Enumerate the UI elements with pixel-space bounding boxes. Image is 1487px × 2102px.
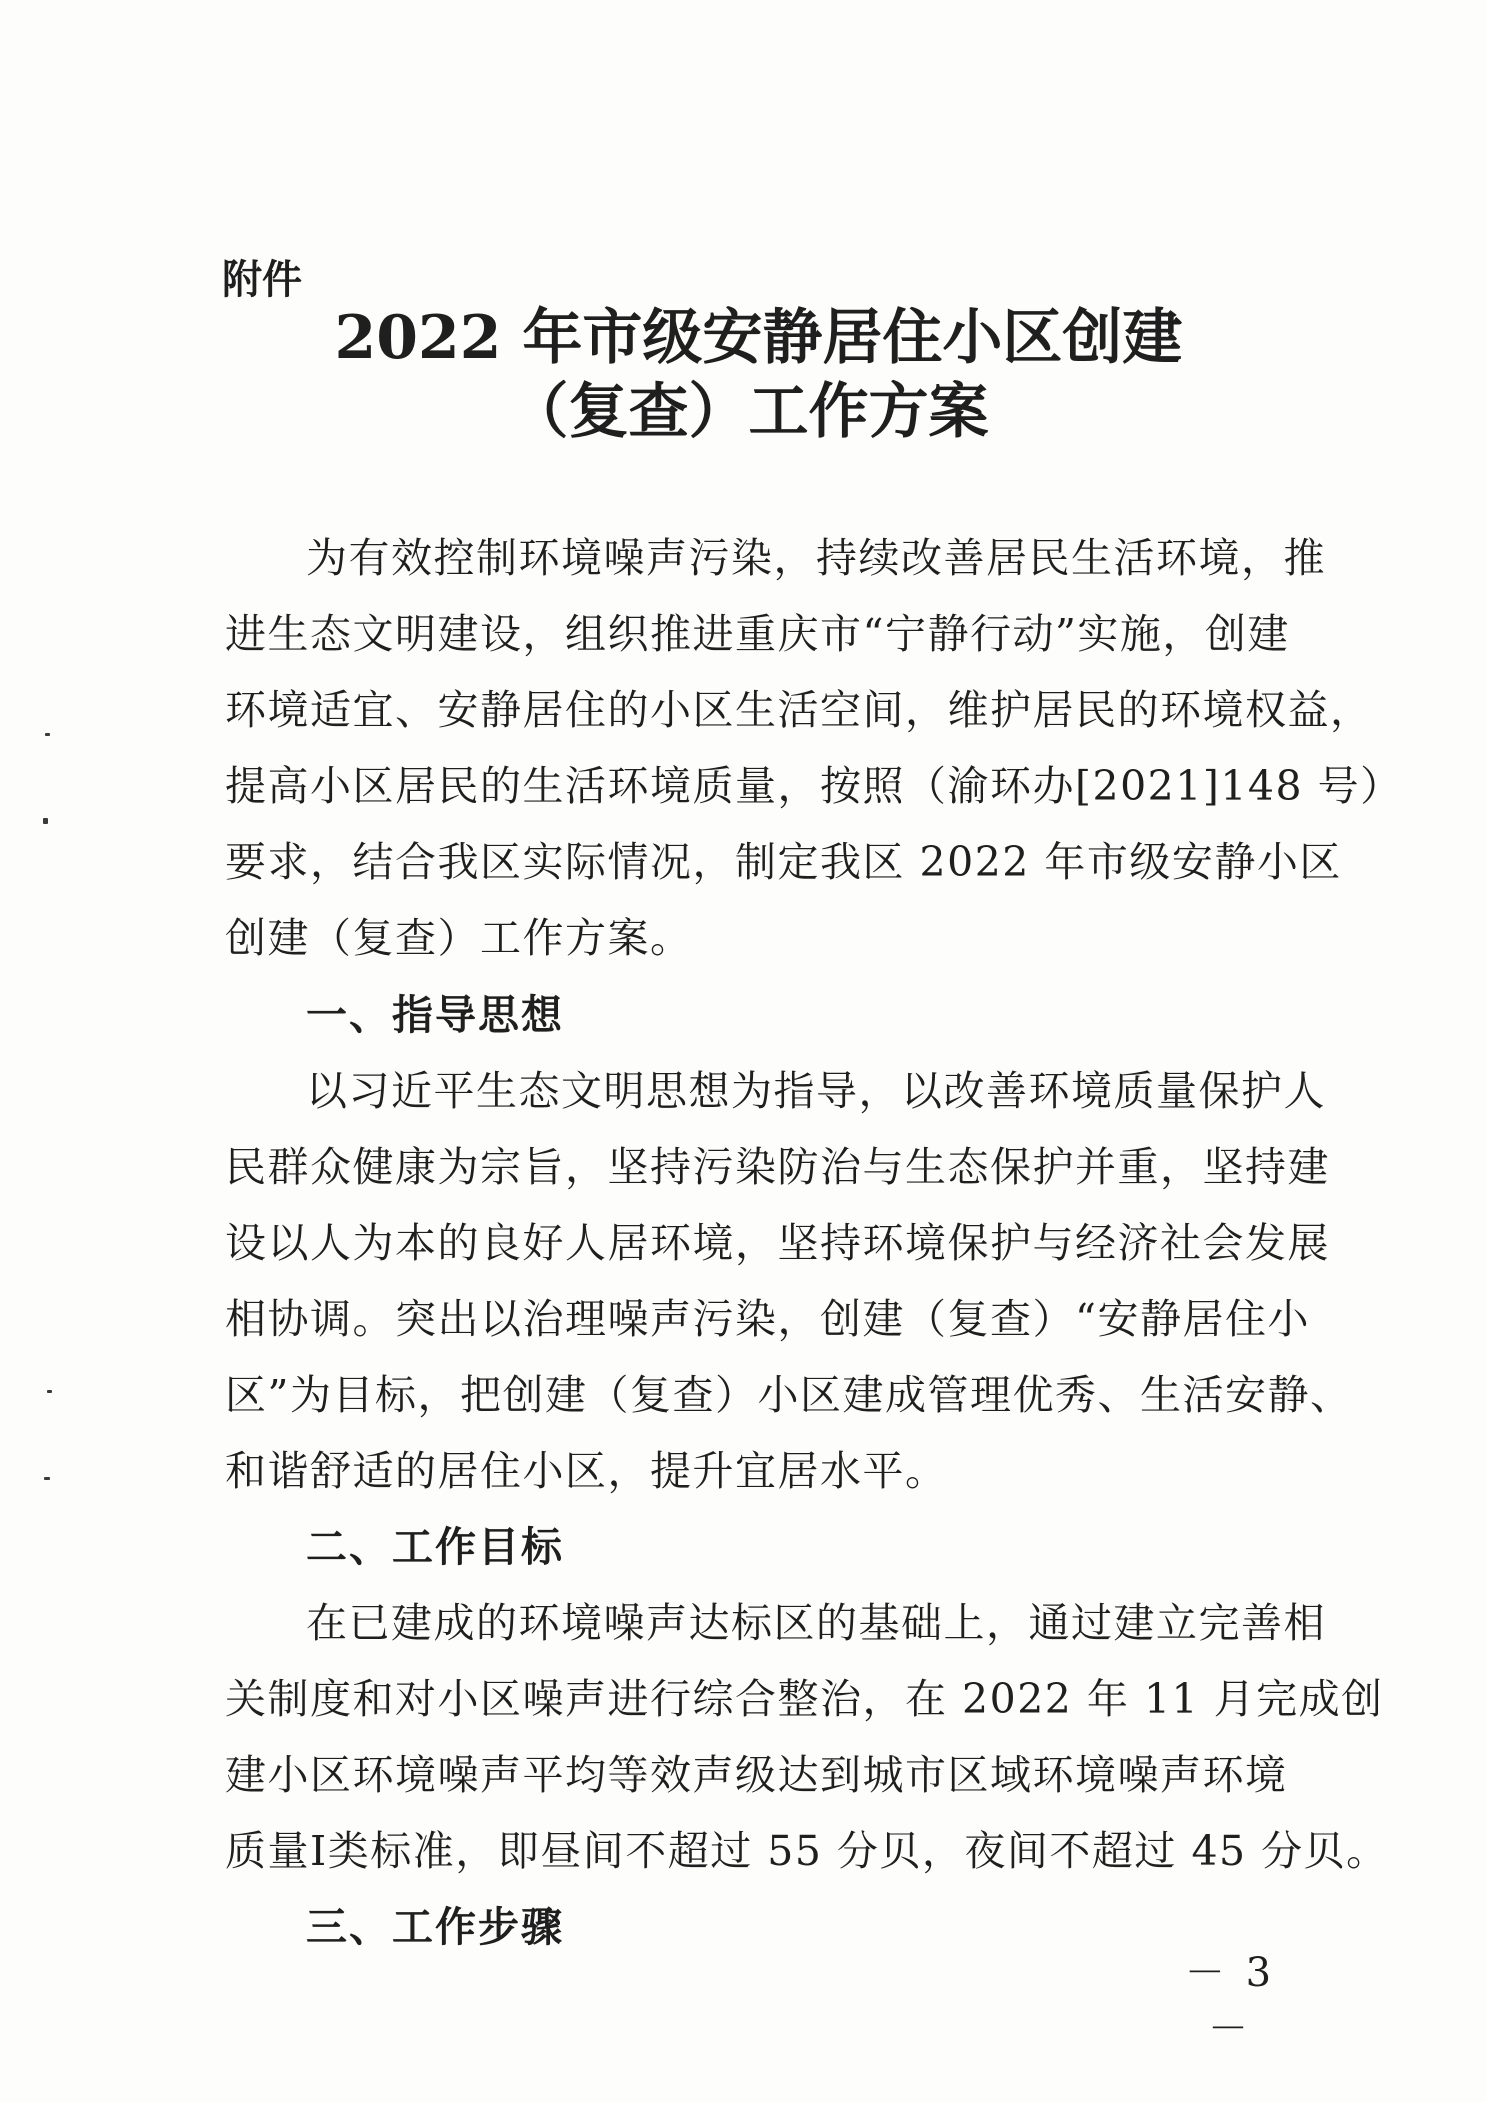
document-title-line-2: （复查）工作方案 bbox=[508, 377, 989, 447]
intro-line: 为有效控制环境噪声污染，持续改善居民生活环境，推 bbox=[306, 534, 1326, 582]
scan-speck bbox=[47, 1390, 52, 1393]
section-1-line: 民群众健康为宗旨，坚持污染防治与生态保护并重，坚持建 bbox=[225, 1143, 1330, 1191]
section-2-line: 质量Ⅰ类标准，即昼间不超过 55 分贝，夜间不超过 45 分贝。 bbox=[225, 1827, 1389, 1875]
scan-speck bbox=[44, 1477, 50, 1480]
section-1-line: 设以人为本的良好人居环境，坚持环境保护与经济社会发展 bbox=[225, 1219, 1330, 1267]
section-2-line: 在已建成的环境噪声达标区的基础上，通过建立完善相 bbox=[306, 1599, 1326, 1647]
section-heading-guiding-ideology: 一、指导思想 bbox=[306, 991, 564, 1039]
section-heading-work-goals: 二、工作目标 bbox=[306, 1523, 564, 1571]
intro-line: 要求，结合我区实际情况，制定我区 2022 年市级安静小区 bbox=[225, 838, 1342, 886]
scan-speck bbox=[43, 818, 48, 824]
section-2-line: 关制度和对小区噪声进行综合整治，在 2022 年 11 月完成创 bbox=[225, 1675, 1384, 1723]
attachment-label: 附件 bbox=[222, 257, 302, 303]
section-1-line: 以习近平生态文明思想为指导，以改善环境质量保护人 bbox=[306, 1067, 1326, 1115]
intro-line: 进生态文明建设，组织推进重庆市“宁静行动”实施，创建 bbox=[225, 610, 1290, 658]
section-1-line: 和谐舒适的居住小区，提升宜居水平。 bbox=[225, 1447, 948, 1495]
intro-line: 创建（复查）工作方案。 bbox=[225, 914, 693, 962]
intro-line: 环境适宜、安静居住的小区生活空间，维护居民的环境权益， bbox=[225, 686, 1373, 734]
document-title-line-1: 2022 年市级安静居住小区创建 bbox=[334, 303, 1183, 373]
section-2-line: 建小区环境噪声平均等效声级达到城市区域环境噪声环境 bbox=[225, 1751, 1288, 1799]
scan-speck bbox=[45, 733, 50, 736]
page-number: － 3 － bbox=[1184, 1950, 1276, 2052]
section-1-line: 区”为目标，把创建（复查）小区建成管理优秀、生活安静、 bbox=[225, 1371, 1353, 1419]
intro-line: 提高小区居民的生活环境质量，按照（渝环办[2021]148 号） bbox=[225, 762, 1403, 810]
section-1-line: 相协调。突出以治理噪声污染，创建（复查）“安静居住小 bbox=[225, 1295, 1310, 1343]
section-heading-work-steps: 三、工作步骤 bbox=[306, 1903, 564, 1951]
